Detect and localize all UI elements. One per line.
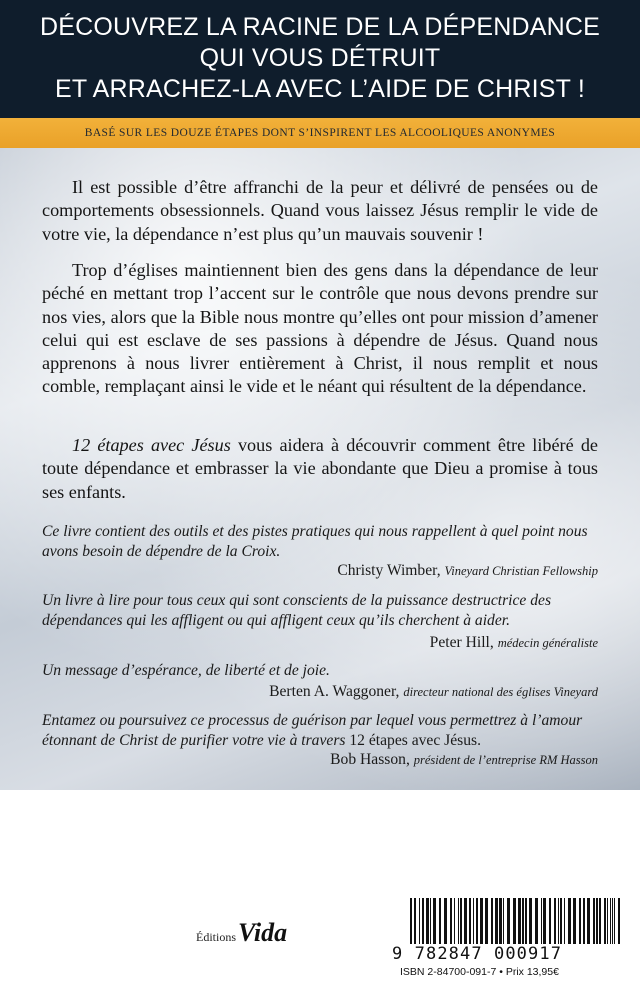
barcode-bar	[535, 898, 538, 944]
quote-3-author: Berten A. Waggoner,	[269, 683, 400, 700]
quote-3-affiliation: directeur national des églises Vineyard	[403, 685, 598, 699]
quote-4	[42, 711, 598, 750]
quote-1: Ce livre contient des outils et des pistes pratiques qui nous rappellent à quel point nous avons besoin de dépendre de la Croix.	[42, 523, 588, 560]
paragraph-1: Il est possible d’être affranchi de la peur et délivré de pensées ou de comportements obsessionnels. Quand vous laissez Jésus remplir le vide de votre vie, la dépendance n’est plus qu’un mauvais souvenir !	[42, 177, 598, 244]
barcode-bar	[554, 898, 556, 944]
barcode-bar	[439, 898, 441, 944]
barcode-bar	[464, 898, 467, 944]
headline-line-3: ET ARRACHEZ-LA AVEC L’AIDE DE CHRIST !	[55, 75, 585, 103]
quote-1-author: Christy Wimber,	[337, 562, 441, 579]
barcode-bar	[587, 898, 590, 944]
barcode-bar	[612, 898, 613, 944]
barcode-bar	[579, 898, 581, 944]
barcode-bar	[476, 898, 478, 944]
quote-2: Un livre à lire pour tous ceux qui sont conscients de la puissance destructrice des dépendances qui les affligent ou qui affligent ceux qu’ils cherchent à aider.	[42, 592, 552, 629]
barcode-bar	[426, 898, 429, 944]
barcode-bar	[564, 898, 565, 944]
barcode-bar	[430, 898, 431, 944]
quote-4-text: Entamez ou poursuivez ce processus de guérison par lequel vous permettrez à l’amour étonnant de Christ de purifier votre vie à travers	[42, 712, 583, 749]
quote-3-attribution	[269, 682, 598, 703]
barcode-bar	[607, 898, 608, 944]
barcode-bar	[529, 898, 532, 944]
quote-4-book-title: 12 étapes avec Jésus.	[349, 731, 481, 749]
barcode-bar	[491, 898, 493, 944]
quote-4-author: Bob Hasson,	[330, 751, 410, 768]
description-area	[0, 148, 640, 790]
book-title: 12 étapes avec Jésus	[72, 435, 231, 455]
paragraph-3-text: vous aidera à découvrir comment être libéré de toute dépendance et embrasser la vie abondante que Dieu a promise à tous ses enfants.	[42, 435, 598, 502]
publisher-logo	[196, 918, 287, 948]
barcode-bar	[454, 898, 455, 944]
barcode-bar	[419, 898, 420, 944]
barcode-bar	[549, 898, 551, 944]
barcode-bar	[499, 898, 502, 944]
quote-1-attribution	[337, 561, 598, 582]
paragraph-3	[42, 434, 598, 504]
barcode-bar	[460, 898, 462, 944]
publisher-prefix: Éditions	[196, 930, 237, 944]
quote-4-affiliation: président de l’entreprise RM Hasson	[413, 753, 598, 767]
barcode-bar	[513, 898, 516, 944]
barcode-bar	[573, 898, 576, 944]
publisher-name: Vida	[238, 918, 288, 947]
barcode-bar	[507, 898, 510, 944]
barcode-bar	[618, 898, 620, 944]
barcode-number: 9 782847 000917	[392, 944, 563, 964]
barcode-bar	[604, 898, 606, 944]
barcode-bar	[543, 898, 546, 944]
barcode-bar	[583, 898, 585, 944]
tagline-band	[0, 118, 640, 148]
barcode-bar	[568, 898, 571, 944]
barcode-bar	[410, 898, 412, 944]
barcode-bar	[485, 898, 488, 944]
barcode-bar	[599, 898, 601, 944]
quote-3: Un message d’espérance, de liberté et de joie.	[42, 662, 330, 679]
barcode-bar	[593, 898, 595, 944]
barcode-bar	[614, 898, 615, 944]
tagline-text: BASÉ SUR LES DOUZE ÉTAPES DONT S’INSPIRENT LES ALCOOLIQUES ANONYMES	[84, 127, 556, 139]
barcode-bar	[480, 898, 483, 944]
barcode-bar	[525, 898, 527, 944]
barcode-bar	[422, 898, 424, 944]
barcode-bar	[541, 898, 542, 944]
barcode	[392, 898, 632, 998]
quote-2-affiliation: médecin généraliste	[497, 636, 598, 650]
barcode-bar	[458, 898, 459, 944]
quote-2-author: Peter Hill,	[429, 634, 494, 651]
cover-header	[0, 0, 640, 118]
isbn-price: ISBN 2-84700-091-7 • Prix 13,95€	[400, 966, 559, 978]
barcode-bar	[503, 898, 504, 944]
barcode-bar	[444, 898, 447, 944]
barcode-bar	[518, 898, 521, 944]
barcode-bar	[560, 898, 562, 944]
barcode-bar	[610, 898, 611, 944]
barcode-bars	[392, 898, 627, 946]
barcode-bar	[433, 898, 436, 944]
headline-line-2: QUI VOUS DÉTRUIT	[199, 44, 441, 72]
barcode-bar	[414, 898, 416, 944]
paragraph-2: Trop d’églises maintiennent bien des gens dans la dépendance de leur péché en mettant trop l’accent sur le contrôle que nous devons prendre sur nos vies, alors que la Bible nous montre qu’elles ont pour mission d’amener celui qui est esclave de ses passions à dépendre de Jésus. Quand nous apprenons à nous livrer entièrement à Christ, il nous remplit et nous comble, remplaçant ainsi le vide et le néant qui résultent de la dépendance.	[42, 260, 598, 397]
quote-1-affiliation: Vineyard Christian Fellowship	[444, 564, 598, 578]
barcode-bar	[450, 898, 452, 944]
barcode-bar	[469, 898, 471, 944]
barcode-bar	[522, 898, 524, 944]
quote-4-attribution	[330, 750, 598, 771]
barcode-bar	[495, 898, 498, 944]
barcode-bar	[473, 898, 474, 944]
barcode-bar	[596, 898, 598, 944]
quote-2-attribution	[430, 633, 598, 654]
barcode-bar	[558, 898, 559, 944]
headline-line-1: DÉCOUVREZ LA RACINE DE LA DÉPENDANCE	[39, 13, 601, 41]
